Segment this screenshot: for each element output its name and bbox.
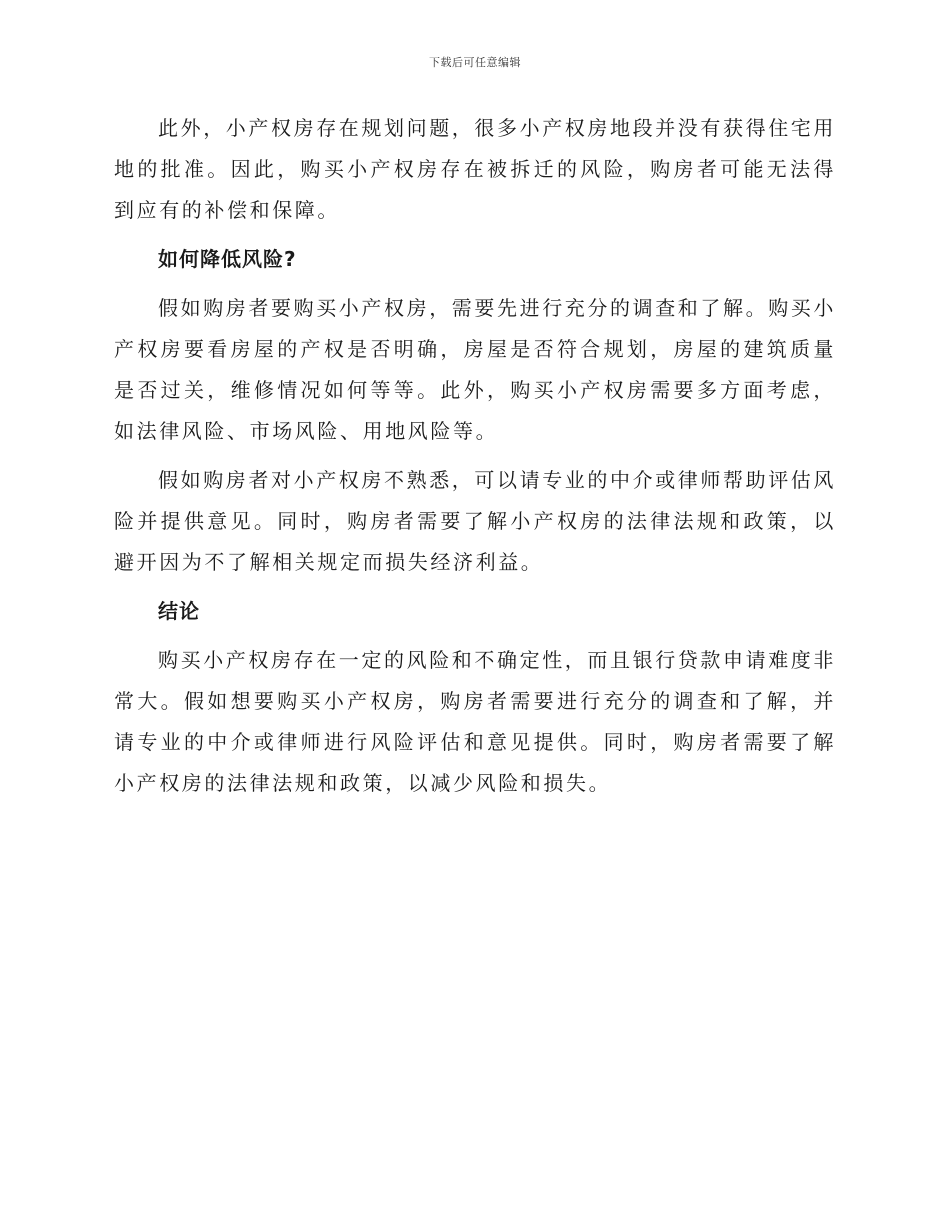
paragraph-planning-risk: 此外，小产权房存在规划问题，很多小产权房地段并没有获得住宅用地的批准。因此，购买小产权房存在被拆迁的风险，购房者可能无法得到应有的补偿和保障。 — [114, 116, 836, 222]
heading-conclusion: 结论 — [158, 599, 200, 623]
header-note: 下载后可任意编辑 — [429, 56, 521, 69]
heading-reduce-risk: 如何降低风险? — [158, 247, 297, 271]
paragraph-professional-help: 假如购房者对小产权房不熟悉，可以请专业的中介或律师帮助评估风险并提供意见。同时，购房者需要了解小产权房的法律法规和政策，以避开因为不了解相关规定而损失经济利益。 — [114, 468, 836, 574]
document-body — [114, 108, 836, 804]
paragraph-investigation: 假如购房者要购买小产权房，需要先进行充分的调查和了解。购买小产权房要看房屋的产权是否明确，房屋是否符合规划，房屋的建筑质量是否过关，维修情况如何等等。此外，购买小产权房需要多方面考虑，如法律风险、市场风险、用地风险等。 — [114, 296, 836, 443]
paragraph-conclusion: 购买小产权房存在一定的风险和不确定性，而且银行贷款申请难度非常大。假如想要购买小产权房，购房者需要进行充分的调查和了解，并请专业的中介或律师进行风险评估和意见提供。同时，购房者需要了解小产权房的法律法规和政策，以减少风险和损失。 — [114, 648, 836, 795]
